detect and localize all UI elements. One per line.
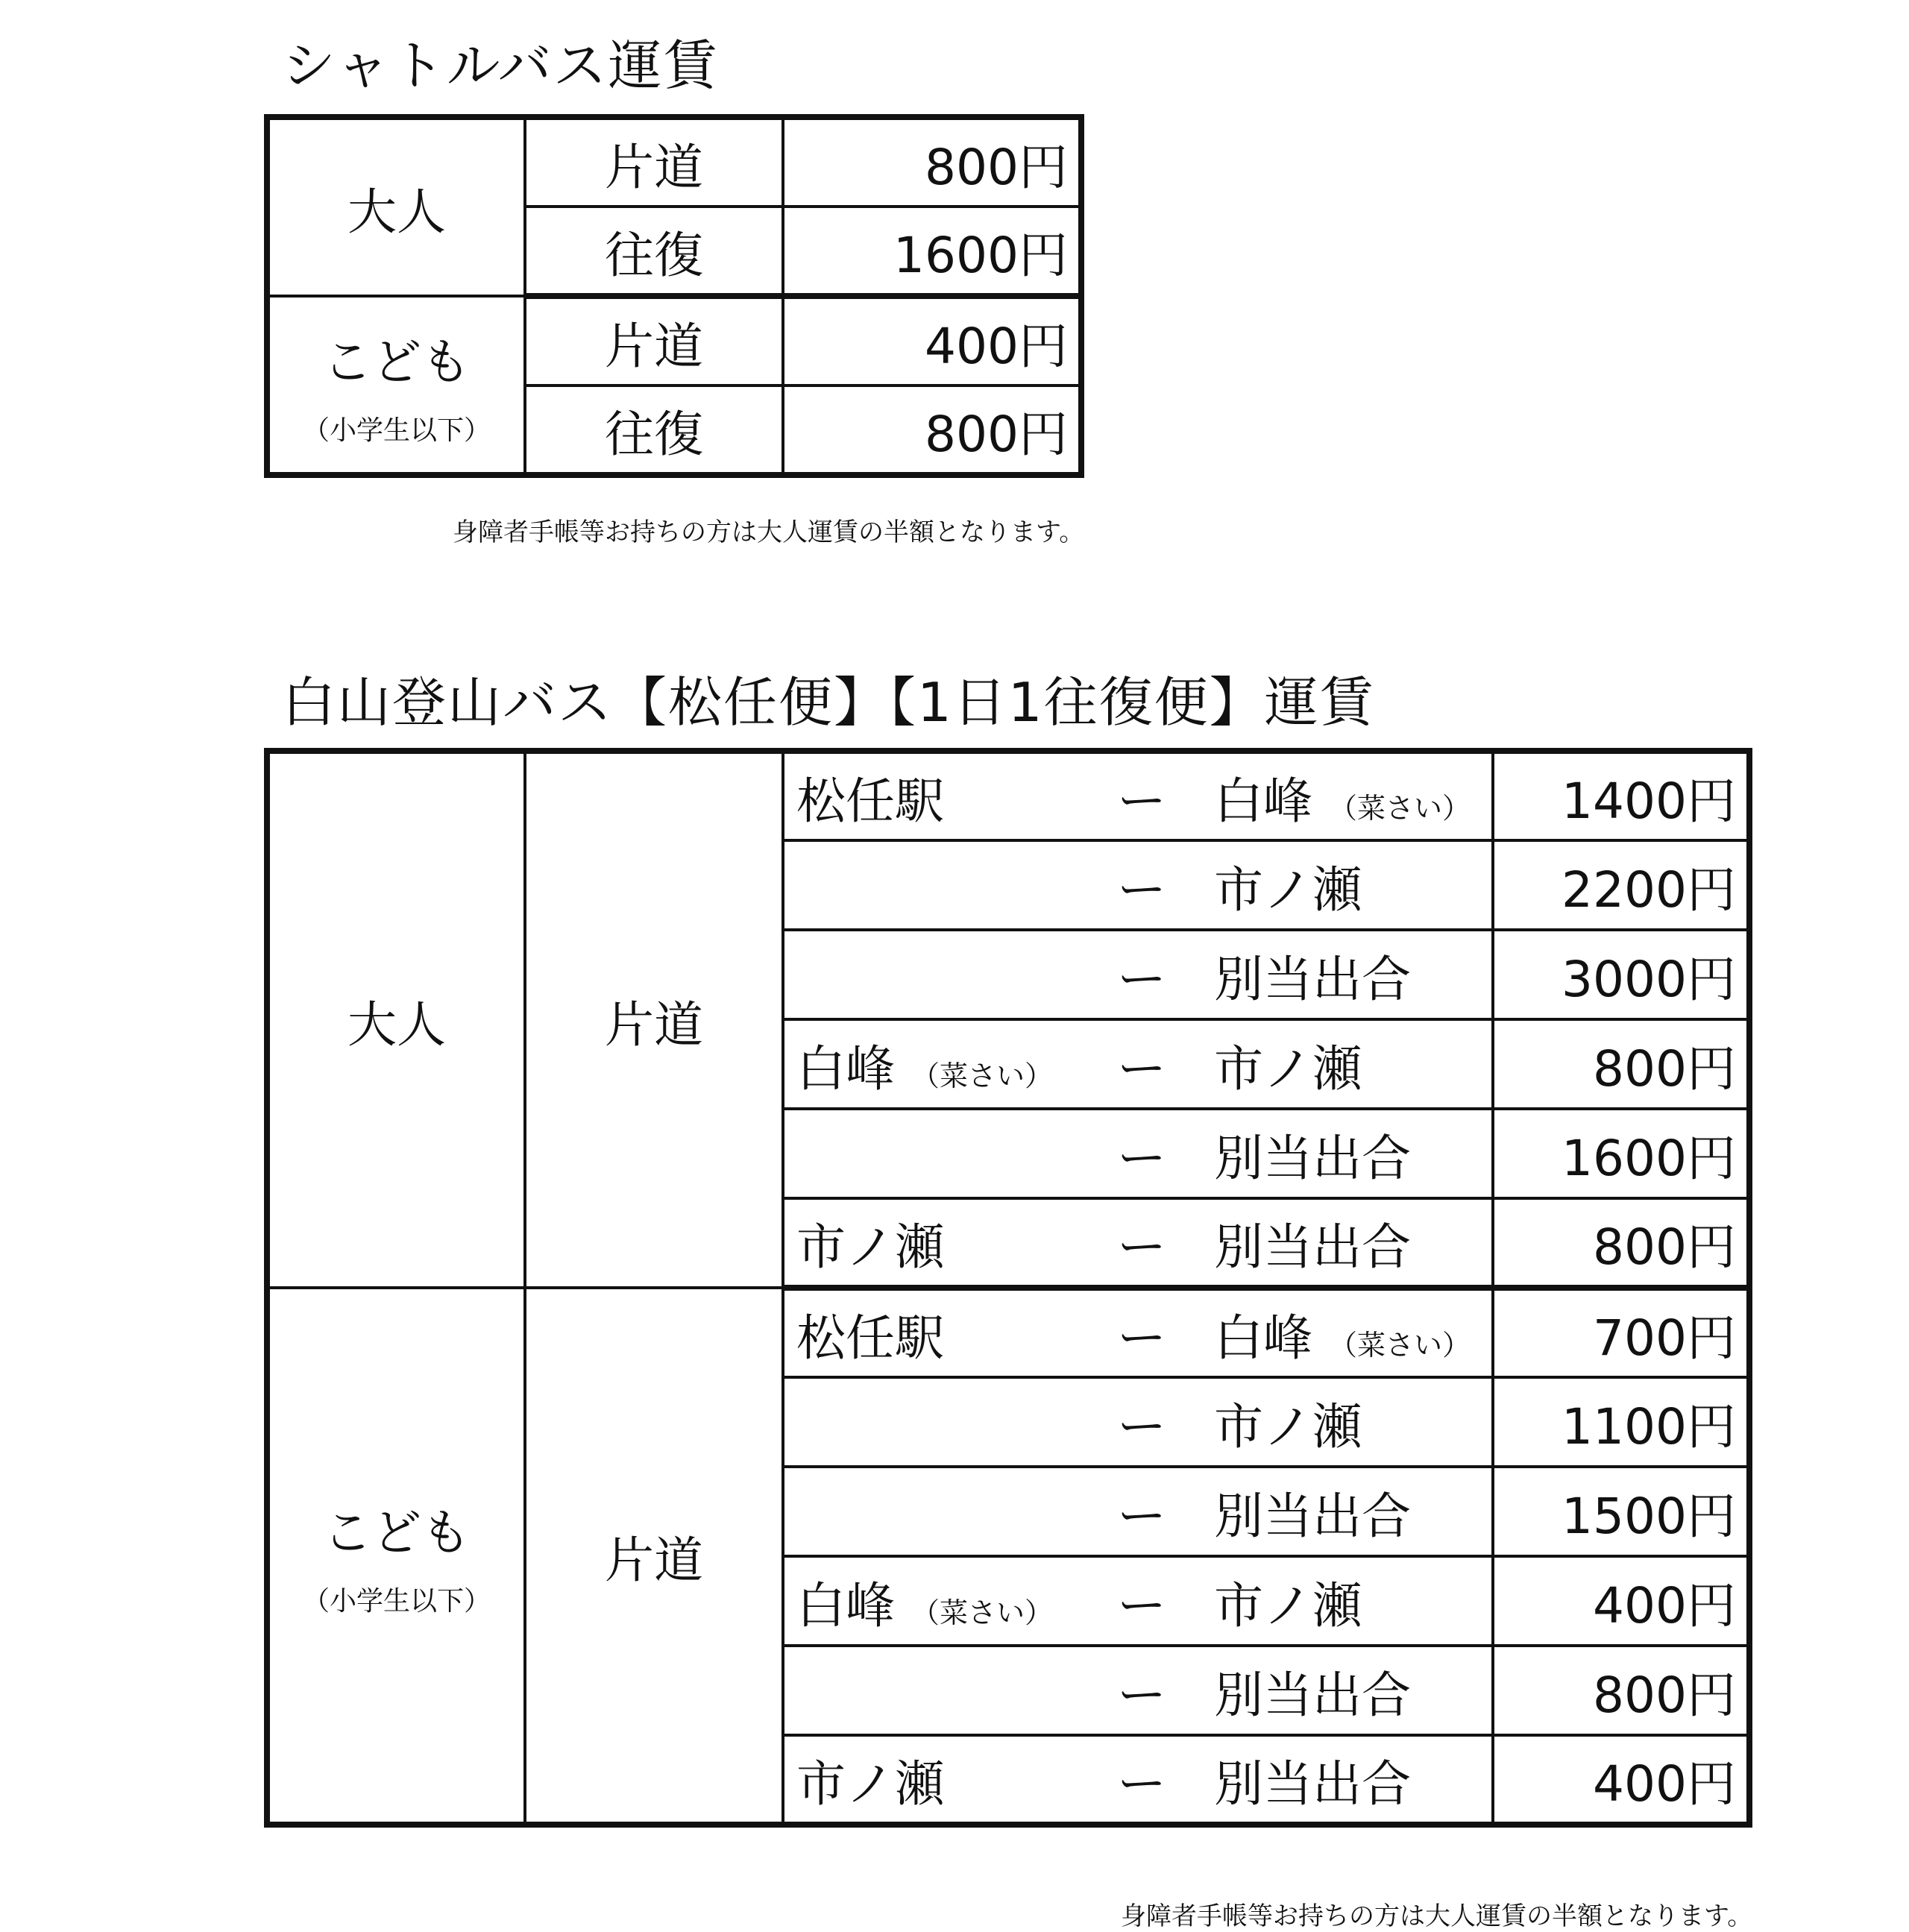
route-dash: ー	[1117, 1666, 1166, 1724]
destination-stop: 白峰	[1214, 1309, 1312, 1367]
destination-stop: 別当出合	[1214, 1755, 1411, 1813]
route-origin	[796, 1298, 1117, 1369]
origin-stop: 白峰	[796, 1039, 895, 1098]
price-cell: 700円	[1493, 1288, 1749, 1377]
destination-stop: 市ノ瀬	[1214, 860, 1362, 919]
route-destination	[1214, 1118, 1411, 1189]
shuttle-title: シャトルバス運賃	[282, 34, 719, 97]
route-dash: ー	[1117, 1129, 1166, 1187]
origin-stop: 市ノ瀬	[796, 1218, 944, 1276]
route-cell	[783, 1109, 1493, 1198]
route-destination	[1214, 761, 1471, 832]
route-cell	[783, 1377, 1493, 1467]
table-row	[267, 751, 1749, 840]
route-destination	[1214, 1476, 1411, 1547]
shuttle-note: 身障者手帳等お持ちの方は大人運賃の半額となります。	[453, 517, 1085, 547]
category-sublabel: （小学生以下）	[302, 415, 491, 446]
origin-note: （菜さい）	[911, 1596, 1054, 1629]
route-destination	[1214, 1029, 1362, 1100]
route-destination	[1214, 1655, 1411, 1726]
destination-note: （菜さい）	[1329, 1328, 1471, 1362]
price-cell: 400円	[1493, 1556, 1749, 1646]
table-row	[267, 1288, 1749, 1377]
category-cell	[267, 1288, 525, 1825]
route-destination	[1214, 1566, 1362, 1637]
origin-stop: 市ノ瀬	[796, 1755, 944, 1813]
route-destination	[1214, 850, 1362, 921]
trip-type-cell: 片道	[525, 296, 783, 386]
route-dash: ー	[1117, 1576, 1166, 1634]
route-destination	[1214, 1387, 1362, 1458]
destination-stop: 市ノ瀬	[1214, 1576, 1362, 1634]
route-cell	[783, 751, 1493, 840]
price-cell: 400円	[1493, 1735, 1749, 1825]
route-cell	[783, 840, 1493, 930]
route-cell	[783, 1556, 1493, 1646]
destination-stop: 白峰	[1214, 772, 1312, 830]
bus-note: 身障者手帳等お持ちの方は大人運賃の半額となります。	[1121, 1901, 1753, 1931]
price-cell: 800円	[1493, 1019, 1749, 1109]
price-cell: 800円	[783, 117, 1081, 207]
destination-stop: 別当出合	[1214, 1666, 1411, 1724]
category-cell	[267, 117, 525, 296]
price-cell: 1400円	[1493, 751, 1749, 840]
route-dash: ー	[1117, 1487, 1166, 1545]
route-dash: ー	[1117, 1039, 1166, 1098]
destination-stop: 別当出合	[1214, 1487, 1411, 1545]
origin-note: （菜さい）	[911, 1059, 1054, 1092]
route-origin	[796, 1029, 1117, 1100]
category-sublabel: （小学生以下）	[302, 1586, 491, 1617]
trip-type-cell: 往復	[525, 207, 783, 296]
route-destination	[1214, 940, 1411, 1010]
price-cell: 1600円	[783, 207, 1081, 296]
trip-type-cell: 片道	[525, 751, 783, 1288]
route-cell	[783, 1467, 1493, 1556]
trip-type-cell: 片道	[525, 1288, 783, 1825]
route-destination	[1214, 1298, 1471, 1369]
route-dash: ー	[1117, 1218, 1166, 1276]
origin-stop: 松任駅	[796, 772, 944, 830]
price-cell: 800円	[1493, 1198, 1749, 1288]
destination-stop: 市ノ瀬	[1214, 1039, 1362, 1098]
route-cell	[783, 1198, 1493, 1288]
category-cell	[267, 296, 525, 475]
route-cell	[783, 1735, 1493, 1825]
route-dash: ー	[1117, 772, 1166, 830]
route-origin	[796, 761, 1117, 832]
price-cell: 800円	[783, 386, 1081, 475]
route-dash: ー	[1117, 950, 1166, 1008]
route-cell	[783, 1288, 1493, 1377]
route-dash: ー	[1117, 1755, 1166, 1813]
route-dash: ー	[1117, 1397, 1166, 1456]
destination-stop: 別当出合	[1214, 950, 1411, 1008]
category-label: 大人	[347, 995, 446, 1054]
route-cell	[783, 1019, 1493, 1109]
table-row	[267, 117, 1081, 207]
route-destination	[1214, 1744, 1411, 1815]
price-cell: 3000円	[1493, 930, 1749, 1019]
category-cell	[267, 751, 525, 1288]
route-dash: ー	[1117, 860, 1166, 919]
destination-stop: 市ノ瀬	[1214, 1397, 1362, 1456]
price-cell: 2200円	[1493, 840, 1749, 930]
price-cell: 1100円	[1493, 1377, 1749, 1467]
category-label: こども	[323, 1504, 471, 1561]
shuttle-fare-table	[264, 114, 1084, 478]
price-cell: 800円	[1493, 1646, 1749, 1735]
origin-stop: 松任駅	[796, 1309, 944, 1367]
route-destination	[1214, 1207, 1411, 1278]
route-dash: ー	[1117, 1309, 1166, 1367]
route-cell	[783, 1646, 1493, 1735]
table-row	[267, 296, 1081, 386]
trip-type-cell: 片道	[525, 117, 783, 207]
route-origin	[796, 1566, 1117, 1637]
price-cell: 1600円	[1493, 1109, 1749, 1198]
route-origin	[796, 1744, 1117, 1815]
price-cell: 400円	[783, 296, 1081, 386]
origin-stop: 白峰	[796, 1576, 895, 1634]
mountain-bus-fare-table	[264, 748, 1752, 1828]
trip-type-cell: 往復	[525, 386, 783, 475]
route-origin	[796, 1207, 1117, 1278]
destination-stop: 別当出合	[1214, 1218, 1411, 1276]
category-label: 大人	[347, 183, 446, 241]
destination-stop: 別当出合	[1214, 1129, 1411, 1187]
destination-note: （菜さい）	[1329, 791, 1471, 825]
route-cell	[783, 930, 1493, 1019]
category-label: こども	[323, 333, 471, 391]
bus-title: 白山登山バス【松任便】【1日1往復便】運賃	[282, 671, 1375, 734]
price-cell: 1500円	[1493, 1467, 1749, 1556]
